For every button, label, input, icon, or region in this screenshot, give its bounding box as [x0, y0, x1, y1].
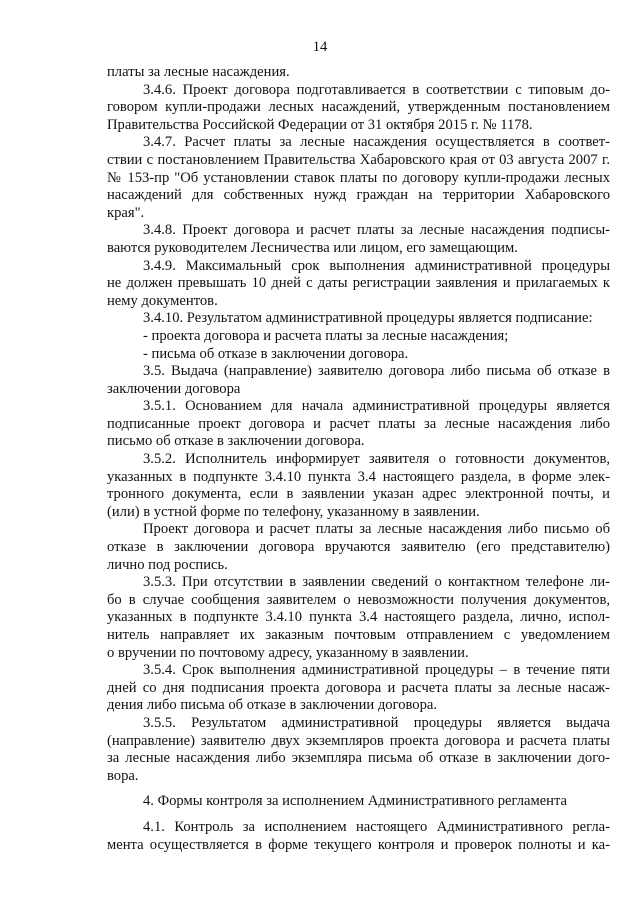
text-line: 3.4.10. Результатом административной процедуры является подписание:	[143, 310, 593, 327]
text-line: дения либо письма об отказе в заключении договора.	[107, 697, 437, 714]
text-line: нему документов.	[107, 292, 218, 309]
text-line: 3.5.5. Результатом административной процедуры является выдача	[143, 714, 610, 731]
text-line: за лесные насаждения либо экземпляра письма об отказе в заключении дого-	[107, 750, 610, 767]
text-line: - письма об отказе в заключении договора.	[143, 345, 409, 362]
document-body	[107, 64, 610, 854]
text-line: 3.5.3. При отсутствии в заявлении сведений о контактном телефоне ли-	[143, 574, 610, 591]
page-number: 14	[312, 39, 328, 55]
text-line: 3.4.7. Расчет платы за лесные насаждения осуществляется в соответ-	[143, 134, 610, 151]
text-line: (или) в устной форме по телефону, указанному в заявлении.	[107, 503, 480, 520]
text-line: указанных в подпункте 3.4.10 пункта 3.4 настоящего раздела, в форме элек-	[107, 468, 610, 485]
text-line: заключении договора	[107, 380, 241, 397]
text-line: указанных в подпункте 3.4.10 пункта 3.4 настоящего раздела, лично, испол-	[107, 609, 610, 626]
text-line: ствии с постановлением Правительства Хабаровского края от 03 августа 2007 г.	[107, 151, 610, 168]
text-line: лично под роспись.	[107, 556, 228, 573]
text-line: ваются руководителем Лесничества или лицом, его замещающим.	[107, 239, 518, 256]
text-line: № 153-пр "Об установлении ставок платы по договору купли-продажи лесных	[107, 169, 610, 186]
text-line: 3.5.4. Срок выполнения административной процедуры – в течение пяти	[143, 662, 610, 679]
text-line: 3.4.9. Максимальный срок выполнения административной процедуры	[143, 257, 610, 274]
text-line: 3.5.2. Исполнитель информирует заявителя о готовности документов,	[143, 451, 610, 468]
text-line: говором купли-продажи лесных насаждений, утвержденным постановлением	[107, 99, 610, 116]
text-line: мента осуществляется в форме текущего контроля и проверок полноты и ка-	[107, 836, 610, 853]
text-line: платы за лесные насаждения.	[107, 64, 290, 80]
text-line: вора.	[107, 767, 139, 784]
text-line: края".	[107, 204, 145, 221]
text-line: 3.4.8. Проект договора и расчет платы за лесные насаждения подписы-	[143, 222, 610, 239]
text-line: - проекта договора и расчета платы за лесные насаждения;	[143, 327, 509, 344]
text-line: Проект договора и расчет платы за лесные насаждения либо письмо об	[143, 521, 610, 538]
text-line: не должен превышать 10 дней с даты регистрации заявления и прилагаемых к	[107, 275, 610, 292]
text-line: подписанные проект договора и расчет платы за лесные насаждения либо	[107, 415, 610, 432]
text-line: нитель направляет их заказным почтовым отправлением с уведомлением	[107, 627, 610, 643]
text-line: 3.5. Выдача (направление) заявителю договора либо письма об отказе в	[143, 363, 610, 380]
text-line: насаждений для собственных нужд граждан на территории Хабаровского	[107, 187, 610, 204]
text-line: Правительства Российской Федерации от 31 октября 2015 г. № 1178.	[107, 116, 533, 133]
text-line: бо в случае сообщения заявителем о невозможности получения документов,	[107, 591, 610, 608]
text-line: 3.5.1. Основанием для начала административной процедуры является	[143, 398, 610, 415]
text-line: тронного документа, если в заявлении указан адрес электронной почты, и	[107, 486, 610, 503]
paragraph-gap	[107, 785, 610, 793]
text-line: о вручении по почтовому адресу, указанному в заявлении.	[107, 644, 469, 661]
text-line: 3.4.6. Проект договора подготавливается в соответствии с типовым до-	[143, 81, 610, 98]
paragraph-gap	[107, 811, 610, 819]
text-line: письмо об отказе в заключении договора.	[107, 433, 365, 450]
text-line: дней со дня подписания проекта договора и расчета платы за лесные насаж-	[107, 679, 610, 696]
text-line: отказе в заключении договора вручаются заявителю (его представителю)	[107, 539, 610, 556]
text-line: 4. Формы контроля за исполнением Административного регламента	[143, 793, 568, 810]
text-line: 4.1. Контроль за исполнением настоящего Административного регла-	[143, 818, 610, 835]
text-line: (направление) заявителю двух экземпляров проекта договора и расчета платы	[107, 732, 610, 749]
